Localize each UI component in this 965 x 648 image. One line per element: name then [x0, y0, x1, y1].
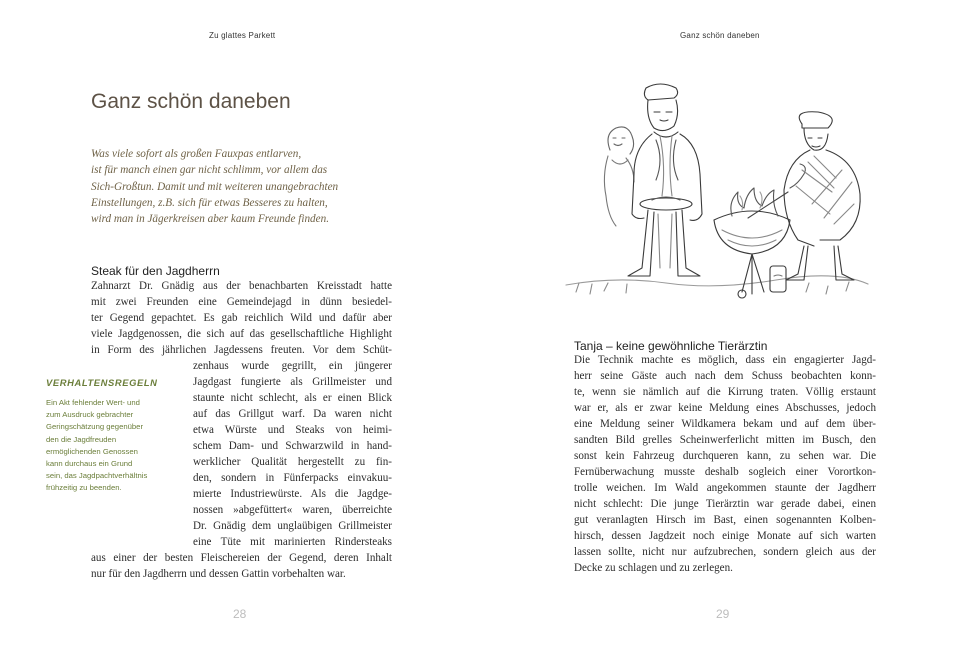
- sidebar-line: zum Ausdruck gebrachter: [46, 410, 134, 420]
- body-line: eine Tüte mit marinierten Rindersteaks: [193, 536, 392, 548]
- intro-line: wird man in Jägerkreisen aber kaum Freunde finden.: [91, 213, 329, 226]
- body-line: mierte Industriewürste. Als die Jagdge-: [193, 488, 392, 500]
- intro-line: ist für manch einen gar nicht schlimm, vor allem das: [91, 164, 328, 177]
- body-line: werklicher Qualität hergestellt zu fin-: [193, 456, 392, 468]
- body-line: ter Gegend gepachtet. Es gab reichlich Wild und dafür aber: [91, 312, 392, 324]
- sidebar-line: den die Jagdfreuden: [46, 434, 117, 444]
- body-line: Fernüberwachung musste deshalb sogleich einer Vorortkon-: [574, 466, 876, 478]
- sidebar-line: Ein Akt fehlender Wert- und: [46, 398, 140, 407]
- intro-line: Was viele sofort als großen Fauxpas entlarven,: [91, 148, 302, 160]
- body-line: den, sondern in Fünferpacks einvakuu-: [193, 472, 392, 484]
- body-line: nossen »abgefüttert« waren, überreichte: [193, 504, 392, 516]
- sidebar-line: kann durchaus ein Grund: [46, 459, 133, 469]
- body-line: war er, als er zwar keine Meldung eines Abschusses, jedoch: [574, 402, 876, 414]
- section-heading: Steak für den Jagdherrn: [91, 264, 220, 278]
- sidebar-title: VERHALTENSREGELN: [46, 377, 158, 388]
- intro-line: Einstellungen, z.B. sich für etwas Besseres zu halten,: [91, 196, 328, 209]
- body-line: nicht schlecht: Die junge Tierärztin war gerade dabei, einen: [574, 498, 876, 510]
- right-page: [483, 0, 965, 648]
- body-line: mit zwei Freunden eine Gemeindejagd in dünn besiedel-: [91, 296, 392, 308]
- body-line: Die Technik machte es möglich, dass ein engagierter Jagd-: [574, 354, 876, 366]
- body-line: Zahnarzt Dr. Gnädig aus der benachbarten Kreisstadt hatte: [91, 280, 392, 292]
- body-line: schem Dam- und Schwarzwild in hand-: [193, 440, 392, 452]
- sidebar-line: ermöglichenden Genossen: [46, 446, 138, 456]
- sidebar-line: sein, das Jagdpachtverhältnis: [46, 471, 148, 481]
- body-line: Decke zu schlagen und zu zerlegen.: [574, 562, 733, 574]
- body-text: [0, 0, 482, 648]
- body-line: in Form des jährlichen Jagdessens freuten. Vor dem Schüt-: [91, 344, 392, 356]
- body-line: viele Jagdgenossen, die sich auf das gesellschaftliche Highlight: [91, 328, 392, 340]
- body-text: [483, 0, 965, 648]
- body-line: gut veranlagten Hirsch im Bast, einen sogenannten Kolben-: [574, 514, 876, 526]
- body-line: nur für den Jagdherrn und dessen Gattin vorbehalten war.: [91, 568, 346, 580]
- body-line: zenhaus wurde gegrillt, ein jüngerer: [193, 360, 392, 372]
- sidebar-line: frühzeitig zu beenden.: [46, 483, 122, 493]
- section-heading: Tanja – keine gewöhnliche Tierärztin: [574, 339, 768, 353]
- left-page: [0, 0, 482, 648]
- body-line: lassen sollte, nicht nur aufzubrechen, sondern gleich aus der: [574, 546, 876, 558]
- running-head: Ganz schön daneben: [680, 31, 760, 40]
- chapter-title: Ganz schön daneben: [91, 90, 291, 113]
- body-line: sonst kein Fahrzeug durchqueren kann, zu sehen war. Die: [574, 450, 876, 462]
- body-line: Jagdgast fungierte als Grillmeister und: [193, 376, 392, 388]
- intro-line: Sich-Großtun. Damit und mit weiteren unangebrachten: [91, 180, 339, 193]
- body-line: staunte nicht schlecht, als er einen Blick: [193, 392, 392, 404]
- body-line: herr seine Gäste auch nach dem Schuss beobachten konn-: [574, 370, 876, 382]
- body-line: etwa Würste und Steaks von heimi-: [193, 424, 392, 436]
- body-line: Dr. Gnädig dem unglaübigen Grillmeister: [193, 520, 392, 532]
- sidebar-box: [46, 377, 174, 495]
- page-number: 29: [716, 607, 730, 621]
- body-line: te, wenn sie nämlich auf die Kirrung traten. Völlig erstaunt: [574, 386, 876, 398]
- body-line: aus einer der besten Fleischereien der Gegend, deren Inhalt: [91, 552, 392, 564]
- body-line: sandten Bild grelles Scheinwerferlicht mitten im Busch, den: [574, 434, 876, 446]
- page-number: 28: [233, 607, 247, 621]
- sidebar-line: Geringschätzung gegenüber: [46, 422, 144, 432]
- running-head: Zu glattes Parkett: [209, 31, 276, 40]
- body-line: auf das Grillgut warf. Da waren nicht: [193, 408, 392, 420]
- body-line: hirsch, dessen Jagdzeit noch einige Monate auf sich warten: [574, 530, 876, 542]
- body-line: eine Meldung seiner Wildkamera bekam und auf dem über-: [574, 418, 876, 430]
- body-line: trolle weichen. Im Wald angekommen staunte der Jagdherr: [574, 482, 876, 494]
